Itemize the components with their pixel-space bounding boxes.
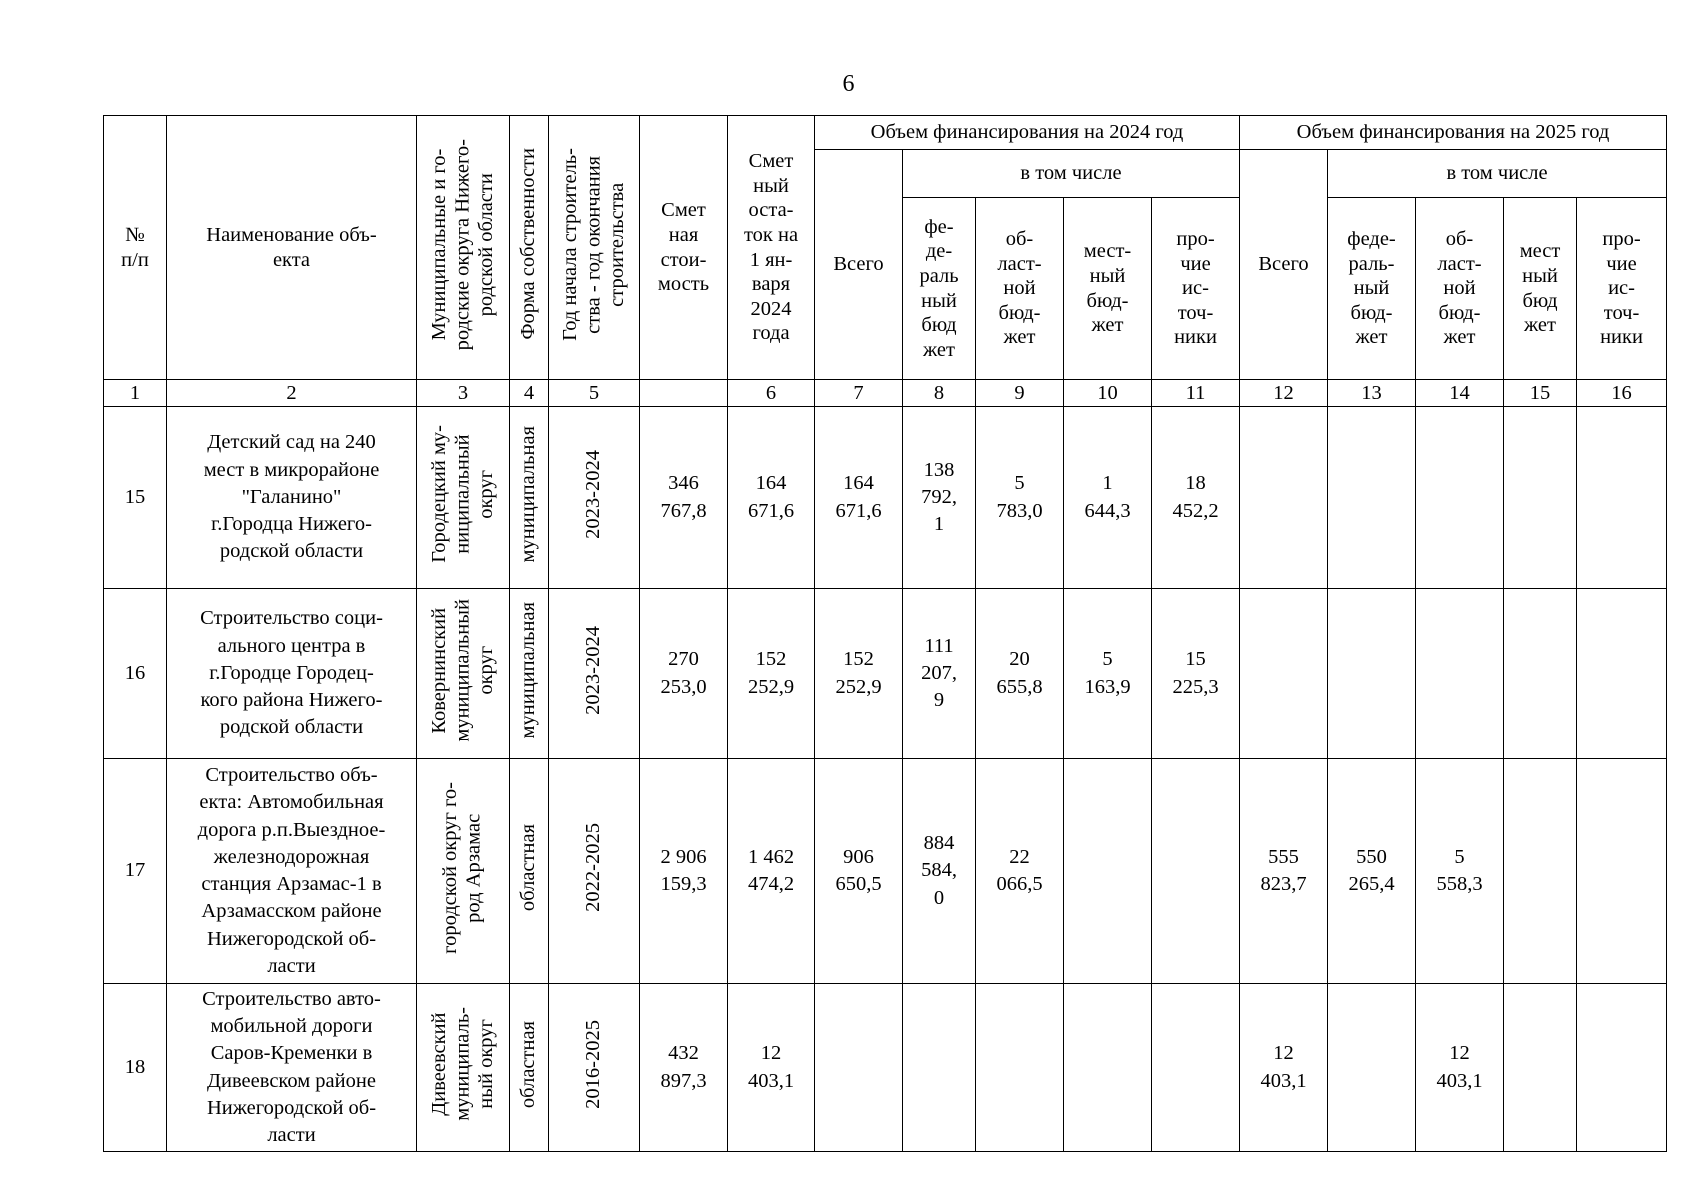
header-reg-2025: об- ласт- ной бюд- жет [1416,198,1504,380]
header-remainder: Смет ный оста- ток на 1 ян- варя 2024 года [728,116,815,380]
row-fed-2024: 138 792, 1 [903,407,976,589]
header-group-2024: Объем финансирования на 2024 год [815,116,1240,150]
header-cost: Смет ная стои- мость [640,116,728,380]
row-years: 2016-2025 [549,984,640,1152]
row-loc-2025 [1504,759,1577,984]
row-reg-2024: 5 783,0 [976,407,1064,589]
row-years: 2022-2025 [549,759,640,984]
row-oth-2024: 15 225,3 [1152,589,1240,759]
row-years: 2023-2024 [549,407,640,589]
row-total-2025: 12 403,1 [1240,984,1328,1152]
row-loc-2025 [1504,407,1577,589]
row-fed-2024: 884 584, 0 [903,759,976,984]
row-remainder: 152 252,9 [728,589,815,759]
row-oth-2025 [1577,407,1667,589]
row-reg-2024: 20 655,8 [976,589,1064,759]
column-number: 12 [1240,380,1328,407]
financing-table [103,115,1667,1152]
column-number: 2 [167,380,417,407]
row-num: 16 [104,589,167,759]
column-number: 14 [1416,380,1504,407]
column-number: 4 [510,380,549,407]
header-total-2025: Всего [1240,150,1328,380]
row-reg-2025: 12 403,1 [1416,984,1504,1152]
table-row [104,407,1667,589]
table-row [104,759,1667,984]
header-oth-2025: про- чие ис- точ- ники [1577,198,1667,380]
row-fed-2025 [1328,589,1416,759]
row-loc-2025 [1504,984,1577,1152]
row-oth-2025 [1577,759,1667,984]
column-number: 8 [903,380,976,407]
header-including-2025: в том числе [1328,150,1667,198]
row-cost: 432 897,3 [640,984,728,1152]
column-number: 16 [1577,380,1667,407]
row-municipal: Ковернинский муниципальный округ [417,589,510,759]
column-number: 11 [1152,380,1240,407]
row-fed-2025 [1328,984,1416,1152]
row-fed-2025: 550 265,4 [1328,759,1416,984]
header-municipal: Муниципальные и го- родские округа Нижего- родской области [417,116,510,380]
row-reg-2025: 5 558,3 [1416,759,1504,984]
row-municipal: Дивеевский муниципаль- ный округ [417,984,510,1152]
header-fed-2024: фе- де- раль ный бюд жет [903,198,976,380]
header-including-2024: в том числе [903,150,1240,198]
row-reg-2025 [1416,589,1504,759]
header-ownership: Форма собственности [510,116,549,380]
row-years: 2023-2024 [549,589,640,759]
row-remainder: 164 671,6 [728,407,815,589]
row-loc-2024: 5 163,9 [1064,589,1152,759]
row-num: 17 [104,759,167,984]
header-group-2025: Объем финансирования на 2025 год [1240,116,1667,150]
column-number: 1 [104,380,167,407]
column-number: 3 [417,380,510,407]
column-number: 13 [1328,380,1416,407]
header-oth-2024: про- чие ис- точ- ники [1152,198,1240,380]
row-ownership: муниципальная [510,407,549,589]
row-fed-2025 [1328,407,1416,589]
column-number: 10 [1064,380,1152,407]
row-reg-2024 [976,984,1064,1152]
row-total-2025: 555 823,7 [1240,759,1328,984]
row-ownership: муниципальная [510,589,549,759]
column-number: 15 [1504,380,1577,407]
row-ownership: областная [510,759,549,984]
row-oth-2024: 18 452,2 [1152,407,1240,589]
row-name: Строительство авто- мобильной дороги Саров-Кременки в Дивеевском районе Нижегородской об- ласти [167,984,417,1152]
column-number: 5 [549,380,640,407]
table-row [104,984,1667,1152]
row-num: 18 [104,984,167,1152]
row-oth-2024 [1152,984,1240,1152]
header-total-2024: Всего [815,150,903,380]
row-name: Строительство объ- екта: Автомобильная дорога р.п.Выездное- железнодорожная станция Арзамас-1 в Арзамасском районе Нижегородской об- ласти [167,759,417,984]
row-total-2024: 906 650,5 [815,759,903,984]
row-num: 15 [104,407,167,589]
row-reg-2025 [1416,407,1504,589]
row-total-2024: 164 671,6 [815,407,903,589]
row-total-2024 [815,984,903,1152]
page-number: 6 [842,71,855,97]
row-total-2025 [1240,589,1328,759]
row-loc-2025 [1504,589,1577,759]
column-number: 6 [728,380,815,407]
header-fed-2025: феде- раль- ный бюд- жет [1328,198,1416,380]
row-name: Детский сад на 240 мест в микрорайоне "Галанино" г.Городца Нижего- родской области [167,407,417,589]
row-oth-2025 [1577,589,1667,759]
column-number [640,380,728,407]
row-fed-2024: 111 207, 9 [903,589,976,759]
row-loc-2024 [1064,984,1152,1152]
row-oth-2024 [1152,759,1240,984]
header-loc-2024: мест- ный бюд- жет [1064,198,1152,380]
table-row [104,589,1667,759]
row-loc-2024 [1064,759,1152,984]
row-oth-2025 [1577,984,1667,1152]
row-municipal: городской округ го- род Арзамас [417,759,510,984]
row-remainder: 12 403,1 [728,984,815,1152]
column-numbers-row [104,380,1667,407]
column-number: 7 [815,380,903,407]
row-remainder: 1 462 474,2 [728,759,815,984]
row-total-2025 [1240,407,1328,589]
row-fed-2024 [903,984,976,1152]
row-cost: 270 253,0 [640,589,728,759]
header-num: № п/п [104,116,167,380]
row-loc-2024: 1 644,3 [1064,407,1152,589]
row-reg-2024: 22 066,5 [976,759,1064,984]
row-ownership: областная [510,984,549,1152]
header-loc-2025: мест ный бюд жет [1504,198,1577,380]
row-cost: 346 767,8 [640,407,728,589]
row-cost: 2 906 159,3 [640,759,728,984]
header-years: Год начала строитель- ства - год окончания строительства [549,116,640,380]
header-name: Наименование объ- екта [167,116,417,380]
column-number: 9 [976,380,1064,407]
header-reg-2024: об- ласт- ной бюд- жет [976,198,1064,380]
row-total-2024: 152 252,9 [815,589,903,759]
row-name: Строительство соци- ального центра в г.Городце Городец- кого района Нижего- родской области [167,589,417,759]
row-municipal: Городецкий му- ниципальный округ [417,407,510,589]
